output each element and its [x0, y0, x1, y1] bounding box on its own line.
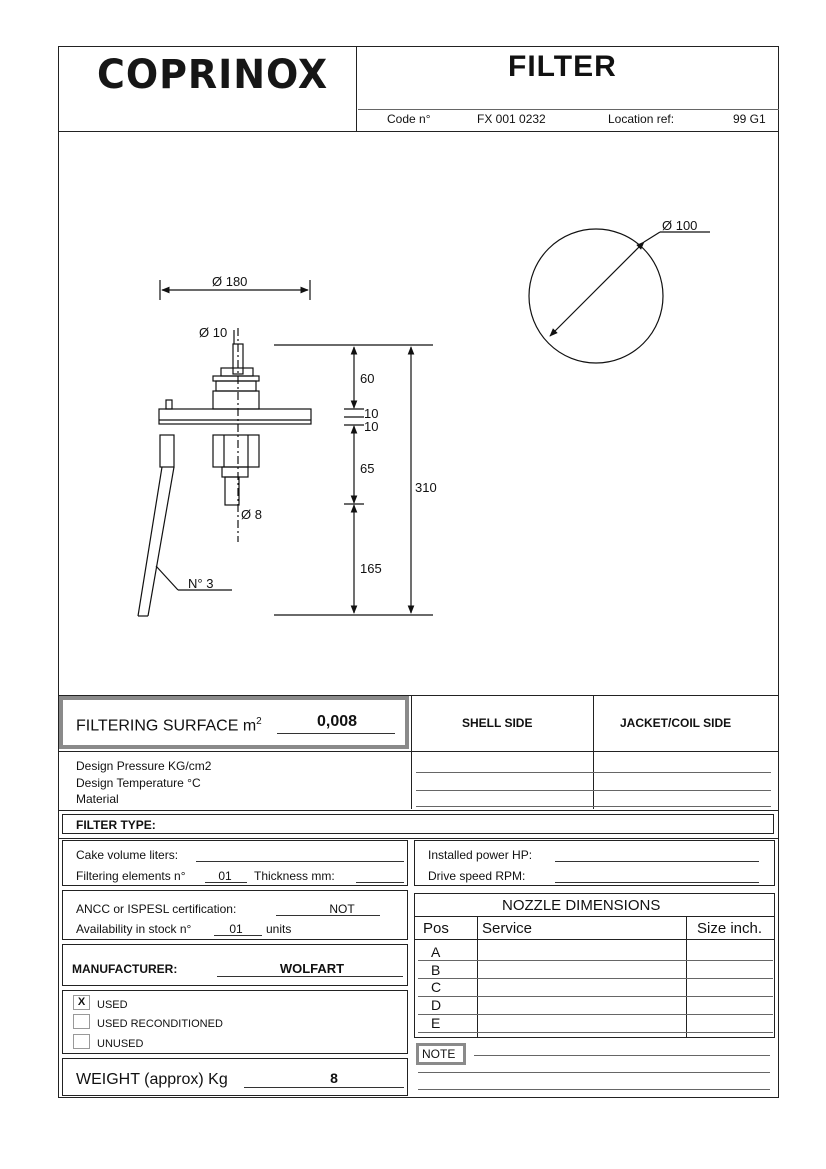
manufacturer-label: MANUFACTURER: — [72, 962, 178, 976]
design-row-line-1 — [416, 772, 771, 773]
nozzle-col-line-2 — [686, 916, 687, 1037]
flange-plate — [159, 409, 311, 424]
dim-65-text: 65 — [360, 461, 375, 476]
dim-flange-text: Ø 180 — [212, 274, 248, 289]
dim-60-text: 60 — [360, 371, 375, 386]
nozzle-header-size: Size inch. — [697, 920, 763, 937]
nozzle-pos-d: D — [431, 997, 442, 1013]
rod-left — [138, 467, 162, 616]
stock-units: units — [266, 922, 292, 936]
nozzle-pos-b: B — [431, 962, 441, 978]
nozzle-table — [414, 893, 775, 1038]
item-label-text: N° 3 — [188, 576, 214, 591]
nozzle-header-pos: Pos — [423, 920, 449, 937]
note-line-1 — [474, 1055, 770, 1056]
design-pressure-label: Design Pressure KG/cm2 — [76, 759, 212, 773]
company-logo: COPRINOX — [97, 52, 329, 98]
rod-right — [148, 467, 174, 616]
col-divider-left — [411, 695, 412, 809]
shell-side-header: SHELL SIDE — [462, 716, 533, 730]
design-row-line-2 — [416, 790, 771, 791]
page-title: FILTER — [508, 50, 617, 83]
used-checkbox[interactable]: X — [73, 995, 90, 1010]
dim-10a-text: 10 — [364, 406, 379, 421]
design-temperature-label: Design Temperature °C — [76, 776, 201, 790]
installed-power-underline — [555, 861, 759, 862]
drive-speed-label: Drive speed RPM: — [428, 869, 526, 883]
nozzle-pos-a: A — [431, 944, 441, 960]
nozzle-pos-c: C — [431, 979, 442, 995]
note-line-3 — [418, 1089, 770, 1090]
filter-type-label: FILTER TYPE: — [76, 818, 156, 832]
col-divider-mid — [593, 695, 594, 809]
thickness-underline — [356, 882, 404, 883]
nozzle-row-line-b — [418, 978, 773, 979]
dim-165-text: 165 — [360, 561, 382, 576]
nozzle-title-line — [414, 916, 775, 917]
note-label: NOTE — [422, 1047, 456, 1061]
weight-label: WEIGHT (approx) Kg — [76, 1071, 228, 1088]
nozzle-header-service: Service — [482, 920, 533, 937]
rod-clamp — [160, 435, 174, 467]
dim-shaft-text: Ø 10 — [199, 325, 228, 340]
note-line-2 — [418, 1072, 770, 1073]
used-reconditioned-label: USED RECONDITIONED — [97, 1018, 223, 1030]
location-value: 99 G1 — [733, 112, 766, 126]
pin — [225, 477, 239, 505]
weight-underline — [244, 1087, 404, 1088]
code-value: FX 001 0232 — [477, 112, 546, 126]
installed-power-label: Installed power HP: — [428, 848, 533, 862]
drive-speed-underline — [555, 882, 759, 883]
weight-value: 8 — [330, 1070, 338, 1086]
nozzle-header-line — [414, 939, 775, 940]
item-leader — [156, 566, 178, 590]
nut-body — [216, 381, 256, 391]
manufacturer-underline — [217, 976, 403, 977]
filter-disc — [529, 229, 663, 363]
unused-checkbox[interactable] — [73, 1034, 90, 1049]
nut-top — [221, 368, 253, 376]
nozzle-pos-e: E — [431, 1015, 441, 1031]
stock-value: 01 — [229, 922, 243, 936]
washer — [213, 376, 259, 381]
cake-volume-underline — [196, 861, 404, 862]
nozzle-row-line-e — [418, 1032, 773, 1033]
used-reconditioned-checkbox[interactable] — [73, 1014, 90, 1029]
stock-underline — [214, 935, 262, 936]
rod-tip — [166, 400, 172, 409]
dim-pin-text: Ø 8 — [241, 507, 262, 522]
filtering-elements-underline — [205, 882, 247, 883]
disc-dim-line — [550, 242, 644, 336]
nozzle-row-line-d — [418, 1014, 773, 1015]
filtering-surface-value: 0,008 — [316, 713, 358, 730]
unused-label: UNUSED — [97, 1038, 144, 1050]
certification-value: NOT — [329, 902, 355, 916]
filtering-surface-underline — [277, 733, 395, 734]
design-row-line-3 — [416, 806, 771, 807]
lower-collar — [222, 467, 248, 477]
filtering-elements-value: 01 — [218, 869, 232, 883]
technical-drawing — [58, 132, 779, 695]
manufacturer-value: WOLFART — [279, 961, 345, 976]
jacket-side-header: JACKET/COIL SIDE — [620, 716, 732, 730]
thickness-label: Thickness mm: — [254, 869, 335, 883]
filter-type-box — [62, 814, 774, 834]
nozzle-col-line-1 — [477, 916, 478, 1037]
dim-disc-text: Ø 100 — [662, 218, 698, 233]
hub — [213, 391, 259, 409]
certification-label: ANCC or ISPESL certification: — [76, 902, 237, 916]
dim-10b-text: 10 — [364, 419, 379, 434]
design-bottom-line — [58, 810, 779, 811]
material-label: Material — [76, 792, 119, 806]
nozzle-title: NOZZLE DIMENSIONS — [502, 897, 661, 914]
nozzle-row-line-c — [418, 996, 773, 997]
filter-type-bottom-line — [58, 838, 779, 839]
filtering-elements-label: Filtering elements n° — [76, 869, 186, 883]
certification-underline — [276, 915, 380, 916]
design-top-line — [58, 751, 779, 752]
code-label: Code n° — [387, 112, 431, 126]
filtering-surface-label: FILTERING SURFACE $m^2$ — [76, 716, 262, 735]
location-label: Location ref: — [608, 112, 675, 126]
header-divider — [356, 46, 357, 131]
lower-nut — [213, 435, 259, 467]
dim-310-text: 310 — [415, 480, 437, 495]
stock-label: Availability in stock n° — [76, 922, 192, 936]
code-row-line — [358, 109, 779, 110]
nozzle-row-line-a — [418, 960, 773, 961]
used-label: USED — [97, 999, 128, 1011]
cake-volume-label: Cake volume liters: — [76, 848, 179, 862]
